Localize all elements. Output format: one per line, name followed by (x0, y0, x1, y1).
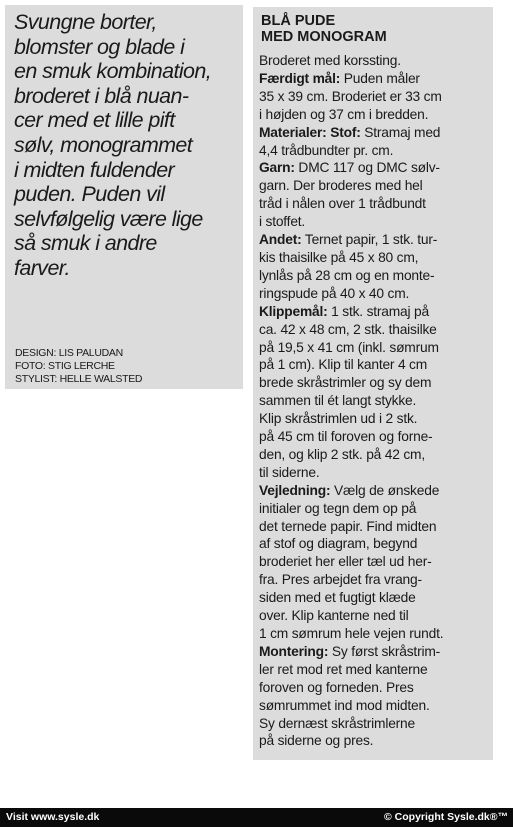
instruction-text: foroven og forneden. Pres (259, 679, 414, 695)
instruction-line (259, 159, 493, 177)
instruction-line (259, 124, 493, 142)
instruction-text: sømrummet ind mod midten. (259, 697, 430, 713)
instruction-text: siden med et fugtigt klæde (259, 590, 416, 606)
instruction-text: det ternede papir. Find midten (259, 518, 437, 534)
footer-visit-link[interactable]: Visit www.sysle.dk (6, 811, 100, 823)
instruction-text: DMC 117 og DMC sølv- (294, 160, 440, 176)
title-line: BLÅ PUDE (261, 13, 336, 29)
section-heading: Færdigt mål: (259, 70, 341, 86)
credit-design: DESIGN: LIS PALUDAN (15, 347, 123, 359)
instruction-line (259, 464, 493, 482)
instruction-line (259, 446, 493, 464)
intro-panel (5, 5, 243, 389)
section-heading: Garn: (259, 160, 295, 176)
instruction-text: på 45 cm til foroven og forne- (259, 429, 433, 445)
instruction-line (259, 285, 493, 303)
instruction-text: ler ret mod ret med kanterne (259, 661, 428, 677)
instruction-text: 1 stk. stramaj på (327, 303, 429, 319)
instruction-text: ringspude på 40 x 40 cm. (259, 285, 410, 301)
instruction-line (259, 589, 493, 607)
section-heading: Montering: (259, 643, 329, 659)
instruction-text: initialer og tegn dem op på (259, 500, 417, 516)
instruction-line (259, 195, 493, 213)
instruction-text: Sy først skråstrim- (328, 643, 441, 659)
instruction-line (259, 374, 493, 392)
intro-line: farver. (14, 255, 70, 280)
instruction-text: til siderne. (259, 464, 320, 480)
instruction-text: den, og klip 2 stk. på 42 cm, (259, 446, 425, 462)
instruction-text: i højden og 37 cm i bredden. (259, 106, 429, 122)
article-title (261, 13, 387, 45)
intro-line: puden. Puden vil (14, 182, 165, 207)
instruction-text: Stramaj med (360, 124, 441, 140)
instruction-line (259, 607, 493, 625)
instruction-line (259, 213, 493, 231)
instruction-line (259, 303, 493, 321)
instruction-line (259, 392, 493, 410)
instruction-text: Ternet papir, 1 stk. tur- (301, 232, 438, 248)
instruction-text: på 19,5 x 41 cm (inkl. sømrum (259, 339, 439, 355)
instruction-line (259, 142, 493, 160)
credit-foto: FOTO: STIG LERCHE (15, 359, 115, 372)
credit-stylist: STYLIST: HELLE WALSTED (15, 372, 143, 385)
instruction-text: lynlås på 28 cm og en monte- (259, 267, 435, 283)
instruction-line (259, 410, 493, 428)
instruction-line (259, 679, 493, 697)
instruction-text: Vælg de ønskede (330, 482, 440, 498)
instruction-text: af stof og diagram, begynd (259, 536, 418, 552)
section-heading: Klippemål: (259, 303, 328, 319)
instruction-text: 1 cm sømrum hele vejen rundt. (259, 626, 444, 641)
instruction-text: 35 x 39 cm. Broderiet er 33 cm (259, 88, 442, 104)
instruction-line (259, 177, 493, 195)
instruction-text: i stoffet. (259, 214, 306, 230)
intro-line: en smuk kombination, (14, 59, 212, 84)
instruction-line (259, 482, 493, 500)
section-heading: Andet: (259, 232, 302, 248)
instruction-line (259, 267, 493, 285)
instruction-line (259, 661, 493, 679)
instruction-line (259, 356, 493, 374)
footer-bar (0, 808, 513, 827)
instruction-line (259, 339, 493, 357)
instructions-panel (253, 7, 493, 760)
instruction-line (259, 321, 493, 339)
instruction-text: tråd i nålen over 1 trådbundt (259, 196, 426, 212)
instruction-line (259, 231, 493, 249)
instruction-text: fra. Pres arbejdet fra vrang- (259, 572, 422, 588)
instructions-body (259, 52, 493, 750)
instruction-line (259, 249, 493, 267)
instruction-line (259, 697, 493, 715)
instruction-text: Klip skråstrimlen ud i 2 stk. (259, 411, 418, 427)
instruction-line (259, 625, 493, 643)
intro-line: cer med et lille pift (14, 108, 175, 133)
instruction-line (259, 106, 493, 124)
intro-line: i midten fuldender (14, 157, 175, 182)
intro-line: så smuk i andre (14, 231, 157, 256)
footer-copyright: © Copyright Sysle.dk®™ (384, 811, 508, 823)
section-heading: Materialer: Stof: (259, 124, 361, 140)
instruction-text: på 1 cm). Klip til kanter 4 cm (259, 357, 428, 373)
intro-line: broderet i blå nuan- (14, 83, 189, 108)
intro-line: Svungne borter, (14, 10, 157, 34)
intro-line: blomster og blade i (14, 34, 185, 59)
instruction-text: sammen til ét langt stykke. (259, 393, 417, 409)
instruction-text: garn. Der broderes med hel (259, 178, 423, 194)
instruction-text: Broderet med korssting. (259, 53, 401, 68)
instruction-text: Sy dernæst skråstrimlerne (259, 715, 416, 731)
instruction-text: broderiet her eller tæl ud her- (259, 554, 432, 570)
instruction-text: kis thaisilke på 45 x 80 cm, (259, 249, 419, 265)
instruction-line (259, 52, 493, 70)
instruction-text: på siderne og pres. (259, 733, 374, 749)
instruction-line (259, 715, 493, 733)
instruction-line (259, 643, 493, 661)
intro-text (14, 10, 246, 281)
instruction-text: ca. 42 x 48 cm, 2 stk. thaisilke (259, 321, 437, 337)
instruction-line (259, 88, 493, 106)
instruction-text: brede skråstrimler og sy dem (259, 375, 432, 391)
instruction-line (259, 518, 493, 536)
instruction-line (259, 70, 493, 88)
instruction-text: 4,4 trådbundter pr. cm. (259, 142, 394, 158)
title-line: MED MONOGRAM (261, 29, 387, 45)
instruction-line (259, 500, 493, 518)
instruction-line (259, 571, 493, 589)
instruction-line (259, 732, 493, 750)
instruction-line (259, 535, 493, 553)
instruction-line (259, 553, 493, 571)
intro-line: sølv, monogrammet (14, 132, 193, 157)
credits (15, 347, 142, 385)
instruction-text: over. Klip kanterne ned til (259, 608, 409, 624)
section-heading: Vejledning: (259, 482, 331, 498)
instruction-line (259, 428, 493, 446)
instruction-text: Puden måler (340, 70, 420, 86)
intro-line: selvfølgelig være lige (14, 206, 203, 231)
